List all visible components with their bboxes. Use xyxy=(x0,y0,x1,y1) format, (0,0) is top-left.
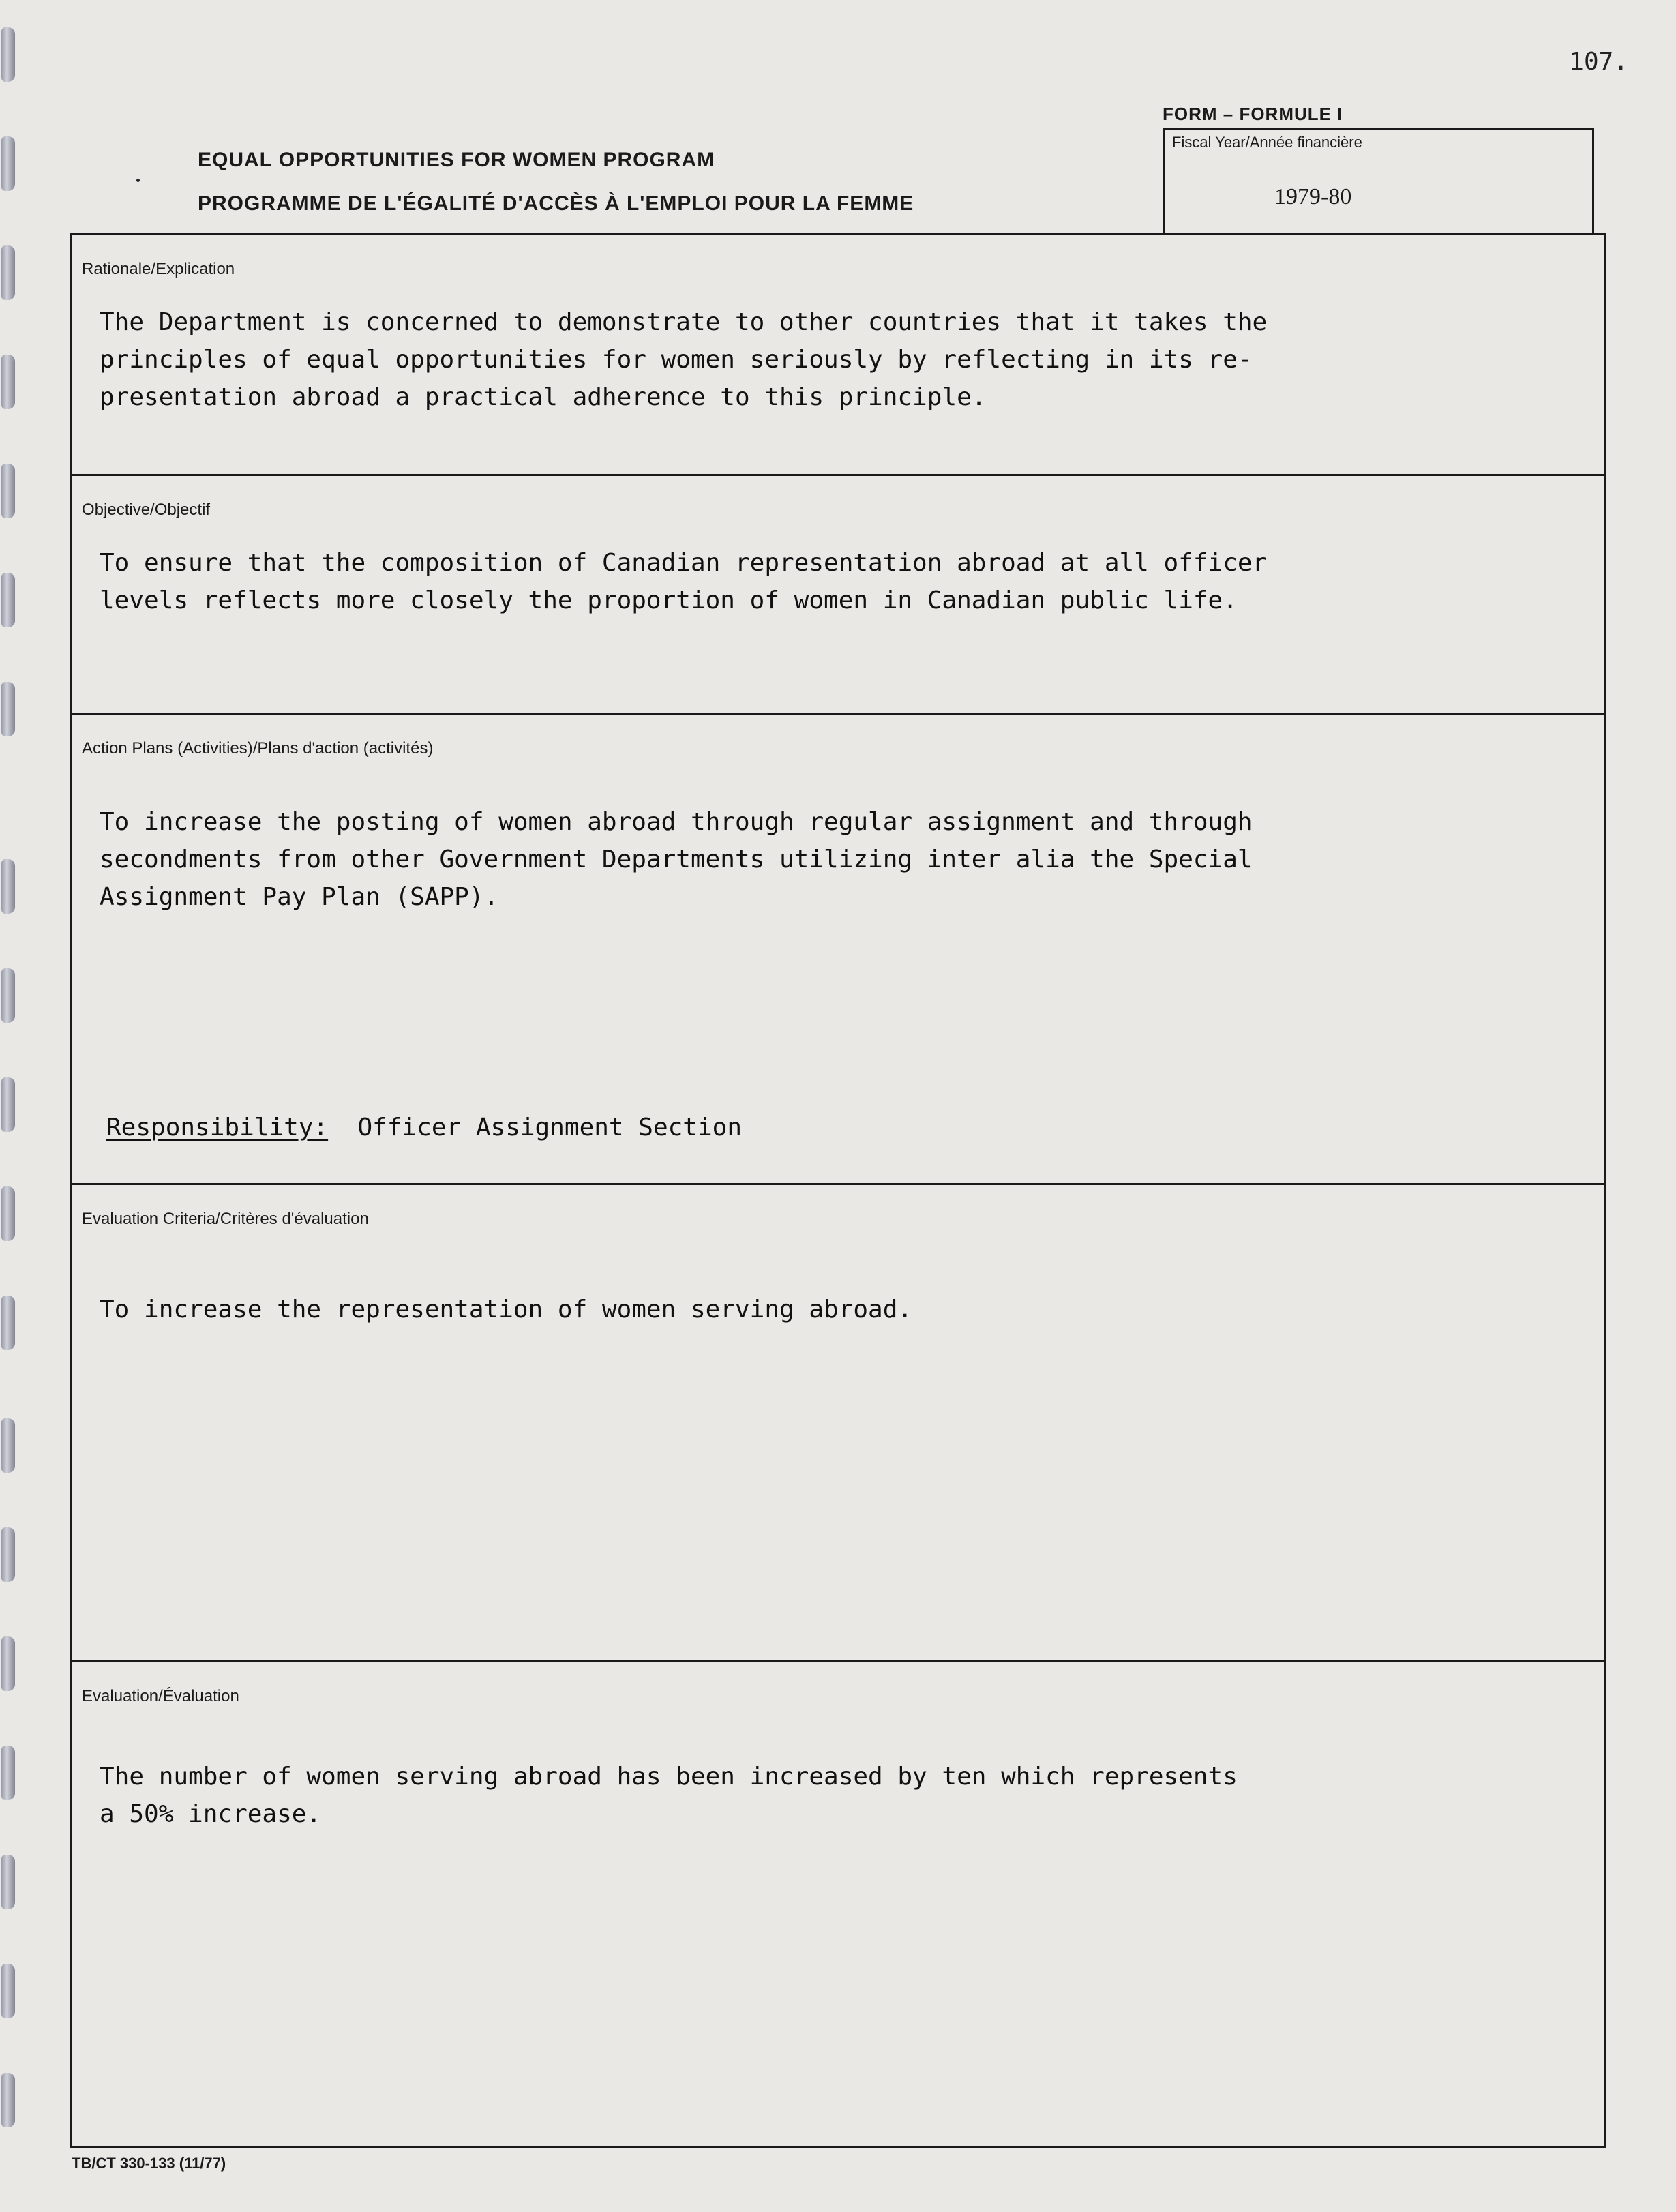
objective-text: To ensure that the composition of Canadian representation abroad at all officer levels reflects more closely the proportion of women in Canadian public life. xyxy=(100,549,1268,614)
binding-ring xyxy=(1,2073,15,2127)
objective-label: Objective/Objectif xyxy=(82,500,211,519)
binding-ring xyxy=(1,1527,15,1582)
form-number-footer: TB/CT 330-133 (11/77) xyxy=(72,2155,226,2172)
binding-ring xyxy=(1,245,15,300)
fiscal-year-box xyxy=(1163,128,1594,233)
binding-ring xyxy=(1,1186,15,1241)
form-label: FORM – FORMULE I xyxy=(1163,104,1343,124)
binding-ring xyxy=(1,859,15,914)
rationale-text: The Department is concerned to demonstrate to other countries that it takes the principles of equal opportunities for women seriously by reflecting in its re- presentation abroad a practical adherence to this principle. xyxy=(100,308,1268,411)
objective-section xyxy=(72,474,1604,713)
rationale-section xyxy=(72,235,1604,474)
binding-ring xyxy=(1,464,15,518)
page-number: 107. xyxy=(1569,48,1628,76)
rationale-label: Rationale/Explication xyxy=(82,260,235,278)
binding-ring xyxy=(1,968,15,1023)
binding-ring xyxy=(1,27,15,82)
responsibility-line xyxy=(106,1114,742,1141)
binding-ring xyxy=(1,136,15,191)
program-title-fr: PROGRAMME DE L'ÉGALITÉ D'ACCÈS À L'EMPLOI POUR LA FEMME xyxy=(198,192,914,215)
binding-ring xyxy=(1,682,15,736)
evaluation-criteria-text: To increase the representation of women serving abroad. xyxy=(100,1296,913,1324)
binding-ring xyxy=(1,1636,15,1691)
evaluation-criteria-label: Evaluation Criteria/Critères d'évaluation xyxy=(82,1210,369,1228)
evaluation-section xyxy=(72,1660,1604,2146)
evaluation-text: The number of women serving abroad has been increased by ten which represents a 50% increase. xyxy=(100,1763,1238,1828)
binding-ring xyxy=(1,1964,15,2018)
binding-ring xyxy=(1,1855,15,1909)
responsibility-label: Responsibility: xyxy=(106,1114,329,1141)
fiscal-year-label: Fiscal Year/Année financière xyxy=(1172,134,1362,151)
binding-ring xyxy=(1,355,15,409)
form-frame xyxy=(70,233,1606,2148)
program-title-en: EQUAL OPPORTUNITIES FOR WOMEN PROGRAM xyxy=(198,149,715,171)
binding-ring xyxy=(1,1418,15,1473)
binding-ring xyxy=(1,1746,15,1800)
evaluation-criteria-section xyxy=(72,1183,1604,1660)
action-plans-section xyxy=(72,713,1604,1183)
fiscal-year-value: 1979-80 xyxy=(1274,184,1352,209)
responsibility-value: Officer Assignment Section xyxy=(357,1114,742,1141)
binding-ring xyxy=(1,1077,15,1132)
action-plans-text: To increase the posting of women abroad through regular assignment and through secondments from other Government Departments utilizing inter alia the Special Assignment Pay Plan (SAPP). xyxy=(100,808,1253,911)
action-plans-label: Action Plans (Activities)/Plans d'action (activités) xyxy=(82,739,434,758)
stray-dot xyxy=(136,179,140,182)
spiral-binding xyxy=(0,0,27,2212)
evaluation-label: Evaluation/Évaluation xyxy=(82,1687,239,1705)
binding-ring xyxy=(1,573,15,627)
binding-ring xyxy=(1,1296,15,1350)
